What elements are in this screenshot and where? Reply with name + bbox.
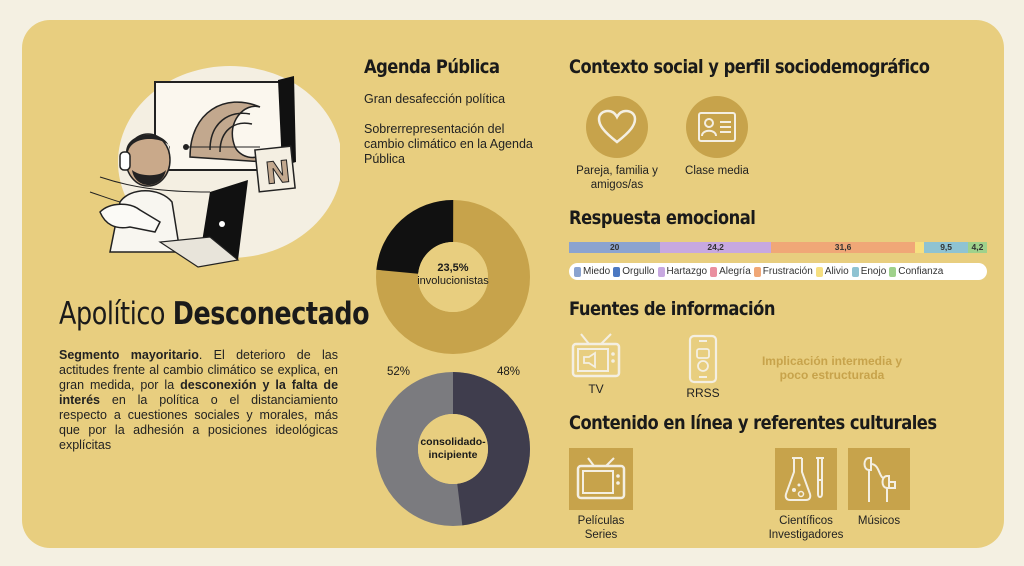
tv-icon xyxy=(571,332,621,380)
donut1-caption: involucionistas xyxy=(417,275,489,287)
emotion-bar-alivio xyxy=(915,242,924,253)
donut2-center-line1: consolidado- xyxy=(420,436,486,448)
legend-item-alegría xyxy=(710,266,751,277)
donut1-value: 23,5% xyxy=(437,262,469,274)
persona-text-bold: desconexión y la falta de interés xyxy=(59,378,339,407)
context-item-family: Pareja, familia y amigos/as xyxy=(576,165,658,191)
smartphone-icon xyxy=(688,334,718,384)
film-tv-icon xyxy=(569,448,633,510)
legend-label: Alivio xyxy=(824,266,849,277)
content-title: Contenido en línea y referentes culturales xyxy=(569,412,937,434)
legend-item-frustración xyxy=(754,266,813,277)
legend-swatch xyxy=(710,267,717,277)
context-title: Contexto social y perfil sociodemográfico xyxy=(569,56,930,78)
agenda-item-1: Gran desafección política xyxy=(364,92,506,106)
legend-swatch xyxy=(658,267,665,277)
emotion-bar-confianza: 4,2 xyxy=(968,242,987,253)
persona-text-a: El deterioro de las actitudes frente al cambio climático se explica, en gran medida, por la xyxy=(59,348,338,392)
emotion-bar-enojo: 9,5 xyxy=(924,242,967,253)
context-item-class: Clase media xyxy=(685,165,749,177)
legend-swatch xyxy=(613,267,620,277)
legend-item-enojo xyxy=(852,266,887,277)
donut2-left-label: 52% xyxy=(387,366,411,378)
donut2-center xyxy=(406,436,500,462)
illustration-letter: N xyxy=(263,154,293,192)
legend-swatch xyxy=(574,267,581,277)
agenda-item-2: Sobrerrepresentación del cambio climático en la Agenda Pública xyxy=(364,122,533,166)
persona-title-light: Apolítico xyxy=(59,296,166,332)
legend-swatch xyxy=(889,267,896,277)
sources-note: Implicación intermedia y poco estructurada xyxy=(761,354,903,382)
legend-label: Confianza xyxy=(898,266,944,277)
content-item-films: Películas Series xyxy=(577,515,625,541)
legend-item-alivio xyxy=(816,266,849,277)
id-card-icon xyxy=(686,96,748,158)
content-item-musicians: Músicos xyxy=(857,515,901,527)
emotional-legend xyxy=(569,263,987,280)
legend-label: Frustración xyxy=(762,266,813,277)
legend-label: Enojo xyxy=(860,266,887,277)
legend-label: Orgullo xyxy=(622,266,655,277)
heart-icon xyxy=(586,96,648,158)
emotion-bar-miedo: 20 xyxy=(569,242,660,253)
donut2-right-label: 48% xyxy=(497,366,521,378)
person-laptop-illustration xyxy=(60,52,340,282)
legend-item-confianza xyxy=(889,266,943,277)
donut1-center xyxy=(406,262,500,288)
persona-lead: Segmento mayoritario xyxy=(59,348,199,362)
sources-item-rrss: RRSS xyxy=(686,386,720,400)
legend-item-miedo xyxy=(574,266,610,277)
legend-swatch xyxy=(852,267,859,277)
content-item-scientists: Científicos Investigadores xyxy=(768,515,844,541)
persona-title-bold: Desconectado xyxy=(172,296,370,332)
legend-label: Hartazgo xyxy=(666,266,708,277)
emotional-title: Respuesta emocional xyxy=(569,207,756,229)
sources-title: Fuentes de información xyxy=(569,298,775,320)
legend-label: Alegría xyxy=(719,266,751,277)
persona-description: Segmento mayoritario. El deterioro de las actitudes frente al cambio climático se explica, en gran medida, por la desconexión y la falta de interés en la política o el distanciamiento respecto a cuestiones sociales y morales, más que por la adhesión a posiciones ideológicas explícitas xyxy=(59,348,339,452)
emotion-bar-frustración: 31,6 xyxy=(771,242,915,253)
earphones-icon xyxy=(848,448,910,510)
agenda-title: Agenda Pública xyxy=(364,56,500,78)
legend-item-orgullo xyxy=(613,266,654,277)
donut2-center-line2: incipiente xyxy=(428,449,478,461)
persona-text-b: en la política o el distanciamiento respecto a cuestiones sociales y morales, más que por la adhesión a posiciones ideológicas explícitas xyxy=(59,393,338,452)
legend-item-hartazgo xyxy=(658,266,708,277)
emotion-bar-hartazgo: 24,2 xyxy=(660,242,771,253)
legend-swatch xyxy=(754,267,761,277)
emotional-stacked-bar xyxy=(569,242,987,253)
sources-item-tv: TV xyxy=(588,382,604,396)
legend-label: Miedo xyxy=(583,266,611,277)
lab-flask-icon xyxy=(775,448,837,510)
persona-title xyxy=(59,296,369,332)
legend-swatch xyxy=(816,267,823,277)
